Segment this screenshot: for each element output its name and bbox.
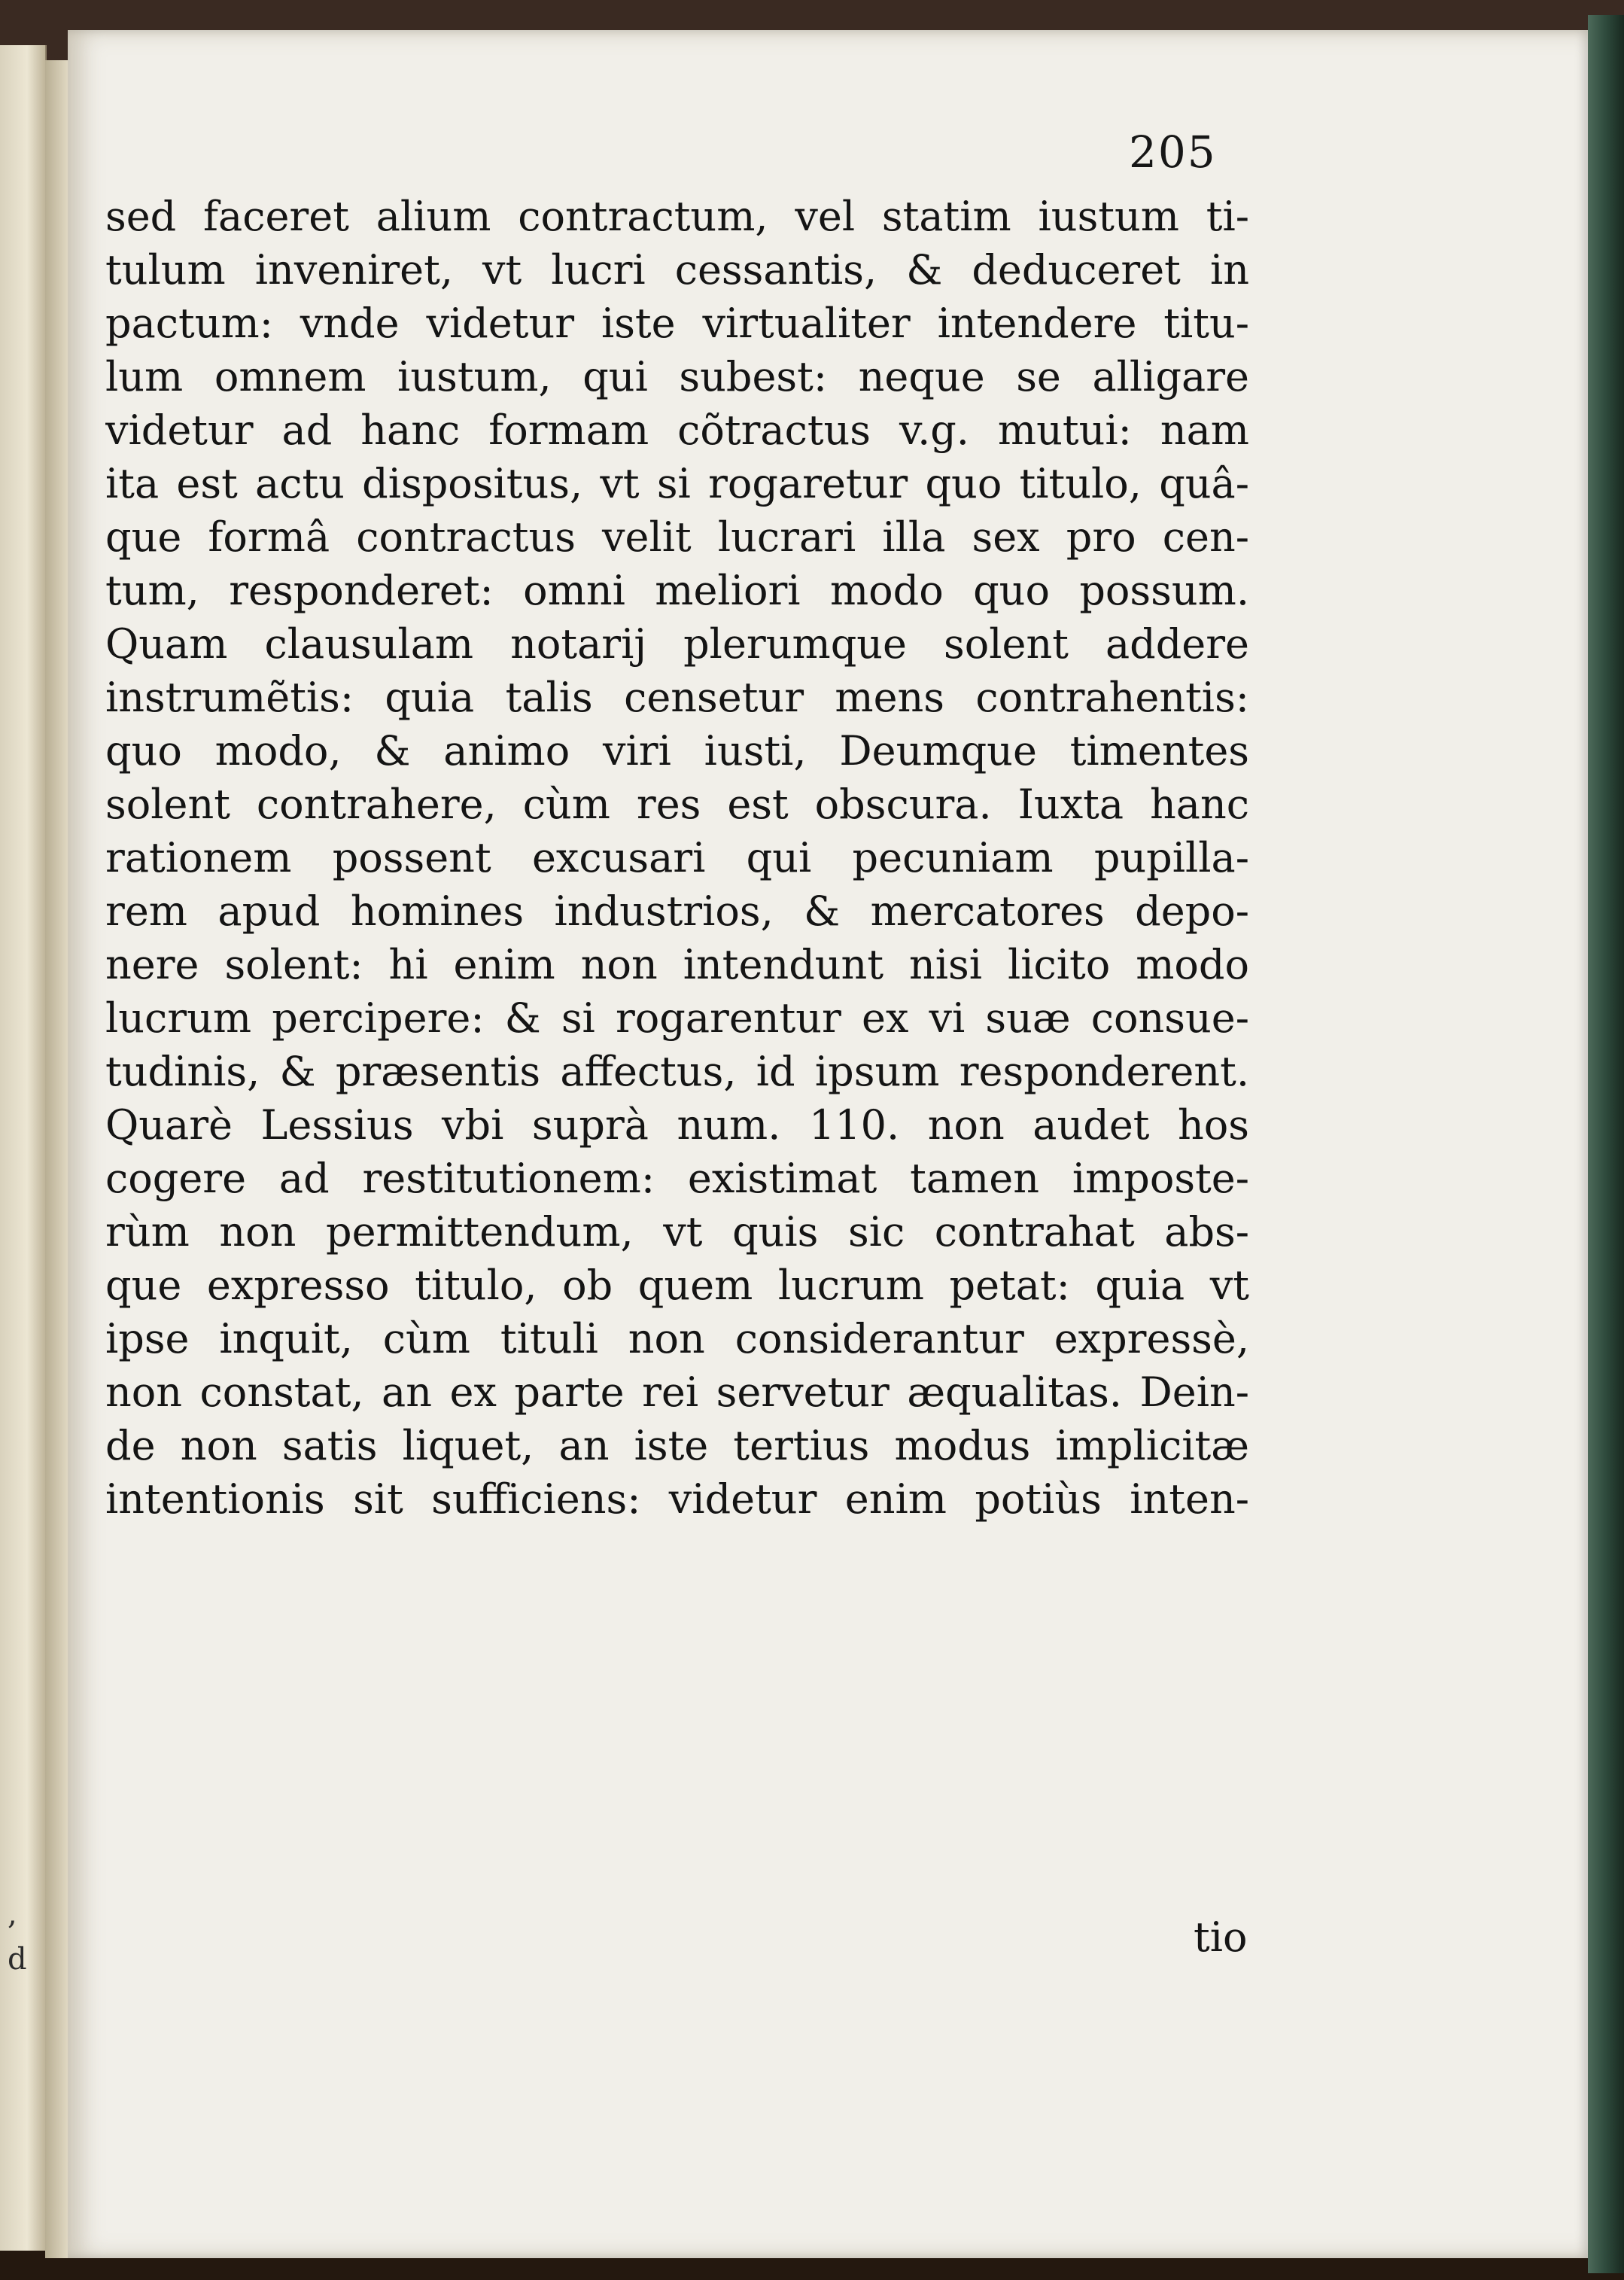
- text-line: sed faceret alium contractum, vel statim iustum ti-: [105, 193, 1249, 240]
- text-line: rem apud homines industrios, & mercatores depo-: [105, 887, 1249, 935]
- text-line: solent contrahere, cùm res est obscura. Iuxta hanc: [105, 781, 1249, 828]
- text-line: cogere ad restitutionem: existimat tamen imposte-: [105, 1155, 1249, 1202]
- previous-page-fragment: ,: [8, 1897, 17, 1931]
- catchword: tio: [1194, 1913, 1248, 1961]
- text-line: quo modo, & animo viri iusti, Deumque timentes: [105, 727, 1249, 775]
- text-line: nere solent: hi enim non intendunt nisi licito modo: [105, 941, 1249, 988]
- text-line: lucrum percipere: & si rogarentur ex vi suæ consue-: [105, 994, 1249, 1042]
- text-line: videtur ad hanc formam cõtractus v.g. mutui: nam: [105, 406, 1249, 454]
- previous-page-fragment: d: [8, 1942, 27, 1977]
- text-line: lum omnem iustum, qui subest: neque se alligare: [105, 353, 1249, 400]
- text-line: Quam clausulam notarij plerumque solent addere: [105, 620, 1249, 668]
- text-line: tulum inveniret, vt lucri cessantis, & deduceret in: [105, 246, 1249, 294]
- text-line: intentionis sit sufficiens: videtur enim potiùs inten-: [105, 1475, 1249, 1523]
- book-cover-edge: [1588, 15, 1624, 2273]
- text-line: tudinis, & præsentis affectus, id ipsum responderent.: [105, 1048, 1249, 1095]
- text-line: que expresso titulo, ob quem lucrum petat: quia vt: [105, 1262, 1249, 1309]
- previous-page-edge: [0, 45, 47, 2251]
- text-line: instrumẽtis: quia talis censetur mens contrahentis:: [105, 674, 1249, 721]
- body-text: [105, 190, 1249, 1526]
- text-line: ipse inquit, cùm tituli non considerantur expressè,: [105, 1315, 1249, 1362]
- text-line: ita est actu dispositus, vt si rogaretur quo titulo, quâ-: [105, 460, 1249, 507]
- text-line: rationem possent excusari qui pecuniam pupilla-: [105, 834, 1249, 881]
- text-line: tum, responderet: omni meliori modo quo possum.: [105, 567, 1249, 614]
- text-line: que formâ contractus velit lucrari illa sex pro cen-: [105, 513, 1249, 561]
- page-number: 205: [1129, 126, 1217, 178]
- text-line: Quarè Lessius vbi suprà num. 110. non audet hos: [105, 1101, 1249, 1149]
- text-line: non constat, an ex parte rei servetur æqualitas. Dein-: [105, 1368, 1249, 1416]
- text-line: rùm non permittendum, vt quis sic contrahat abs-: [105, 1208, 1249, 1256]
- text-line: de non satis liquet, an iste tertius modus implicitæ: [105, 1422, 1249, 1469]
- text-line: pactum: vnde videtur iste virtualiter intendere titu-: [105, 300, 1249, 347]
